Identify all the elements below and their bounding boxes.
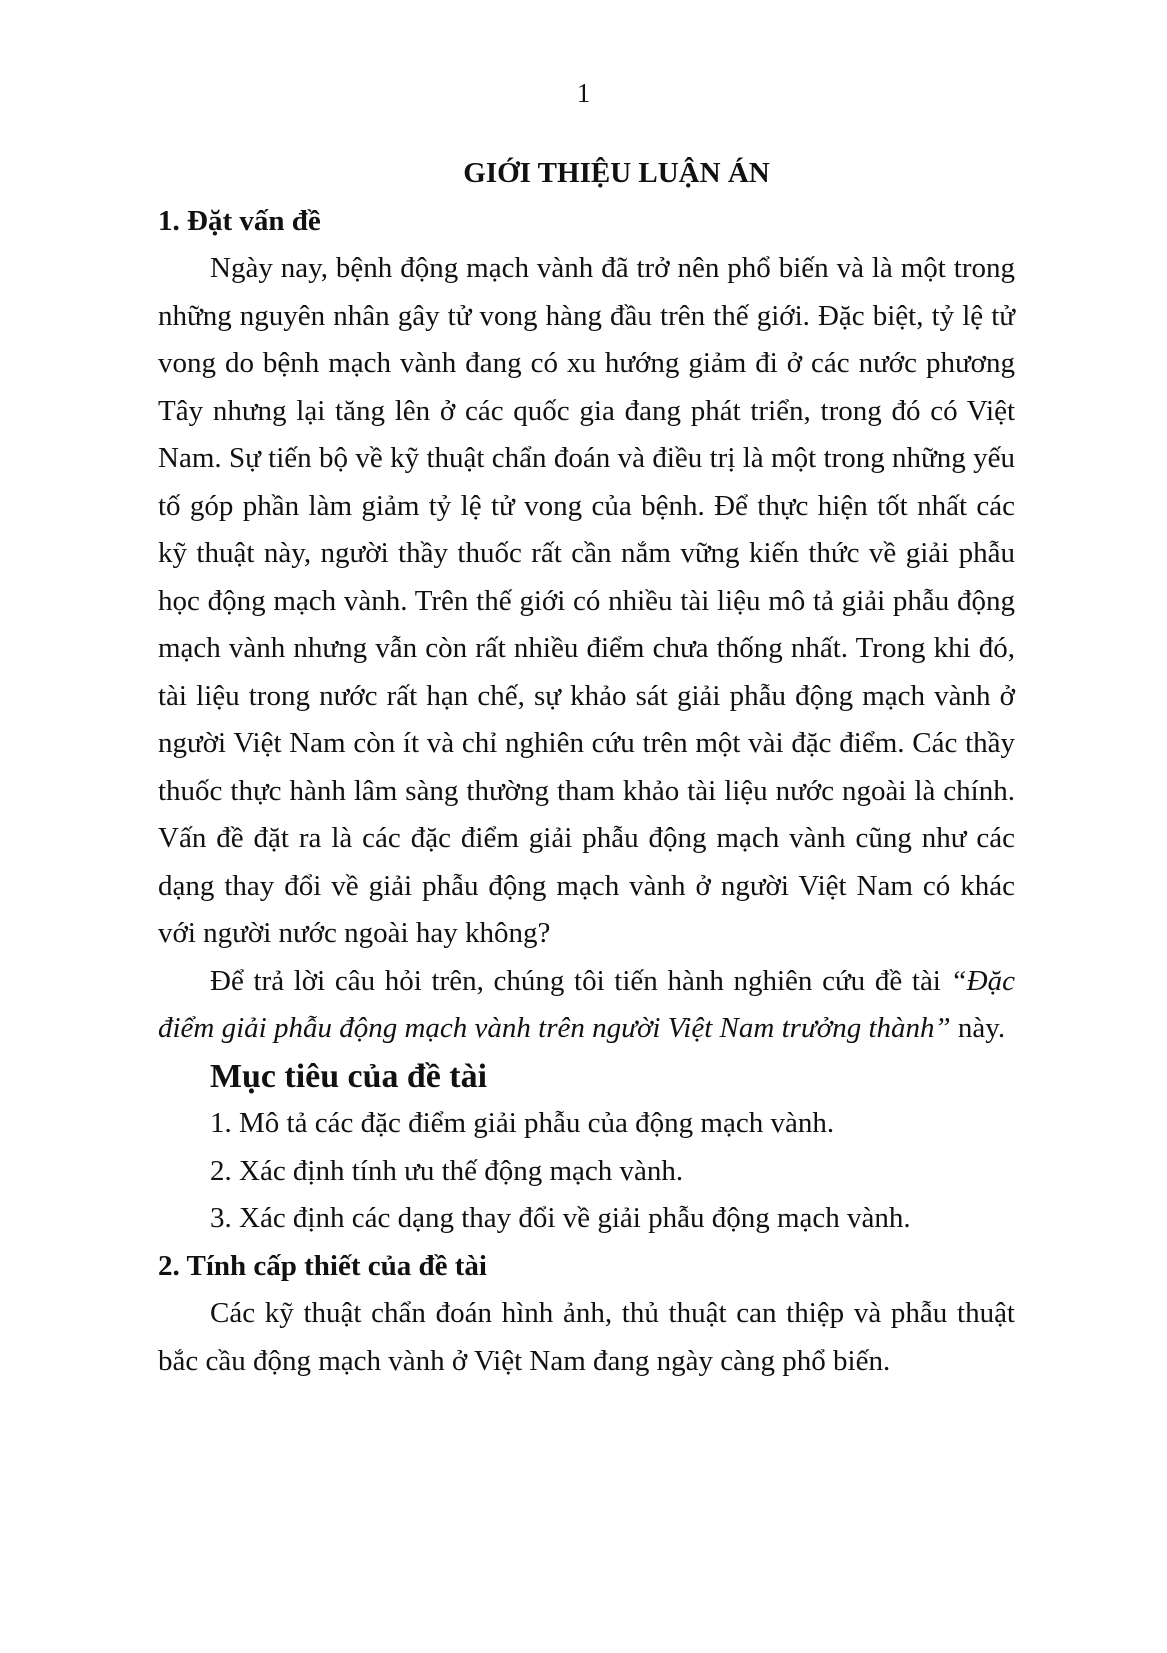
urgency-paragraph: Các kỹ thuật chẩn đoán hình ảnh, thủ thuật can thiệp và phẫu thuật bắc cầu động mạch vành ở Việt Nam đang ngày càng phổ biến. (158, 1297, 1015, 1377)
research-topic-intro: Để trả lời câu hỏi trên, chúng tôi tiến hành nghiên cứu đề tài (210, 964, 951, 997)
problem-statement-paragraph: Ngày nay, bệnh động mạch vành đã trở nên phổ biến và là một trong những nguyên nhân gây tử vong hàng đầu trên thế giới. Đặc biệt, tỷ lệ tử vong do bệnh mạch vành đang có xu hướng giảm đi ở các nước phương Tây nhưng lại tăng lên ở các quốc gia đang phát triển, trong đó có Việt Nam. Sự tiến bộ về kỹ thuật chẩn đoán và điều trị là một trong những yếu tố góp phần làm giảm tỷ lệ tử vong của bệnh. Để thực hiện tốt nhất các kỹ thuật này, người thầy thuốc rất cần nắm vững kiến thức về giải phẫu học động mạch vành. Trên thế giới có nhiều tài liệu mô tả giải phẫu động mạch vành nhưng vẫn còn rất nhiều điểm chưa thống nhất. Trong khi đó, tài liệu trong nước rất hạn chế, sự khảo sát giải phẫu động mạch vành ở người Việt Nam còn ít và chỉ nghiên cứu trên một vài đặc điểm. Các thầy thuốc thực hành lâm sàng thường tham khảo tài liệu nước ngoài là chính. Vấn đề đặt ra là các đặc điểm giải phẫu động mạch vành cũng như các dạng thay đổi về giải phẫu động mạch vành ở người Việt Nam có khác với người nước ngoài hay không? (158, 252, 1015, 949)
objectives-list (158, 1100, 1015, 1243)
research-topic-paragraph (158, 958, 1015, 1053)
document-title: GIỚI THIỆU LUẬN ÁN (463, 157, 770, 189)
objective-item: 2. Xác định tính ưu thế động mạch vành. (210, 1154, 684, 1187)
objectives-heading: Mục tiêu của đề tài (210, 1057, 487, 1095)
page-number: 1 (576, 78, 591, 108)
section-heading-urgency: 2. Tính cấp thiết của đề tài (158, 1249, 487, 1282)
objective-item: 3. Xác định các dạng thay đổi về giải phẫu động mạch vành. (210, 1202, 911, 1234)
page-content (158, 150, 1015, 1385)
section-heading-problem-statement: 1. Đặt vấn đề (158, 204, 321, 237)
research-topic-end: này. (950, 1012, 1006, 1044)
objective-item: 1. Mô tả các đặc điểm giải phẫu của động mạch vành. (210, 1107, 835, 1139)
research-topic-title: “Đặc điểm giải phẫu động mạch vành trên người Việt Nam trưởng thành” (158, 964, 1015, 1044)
